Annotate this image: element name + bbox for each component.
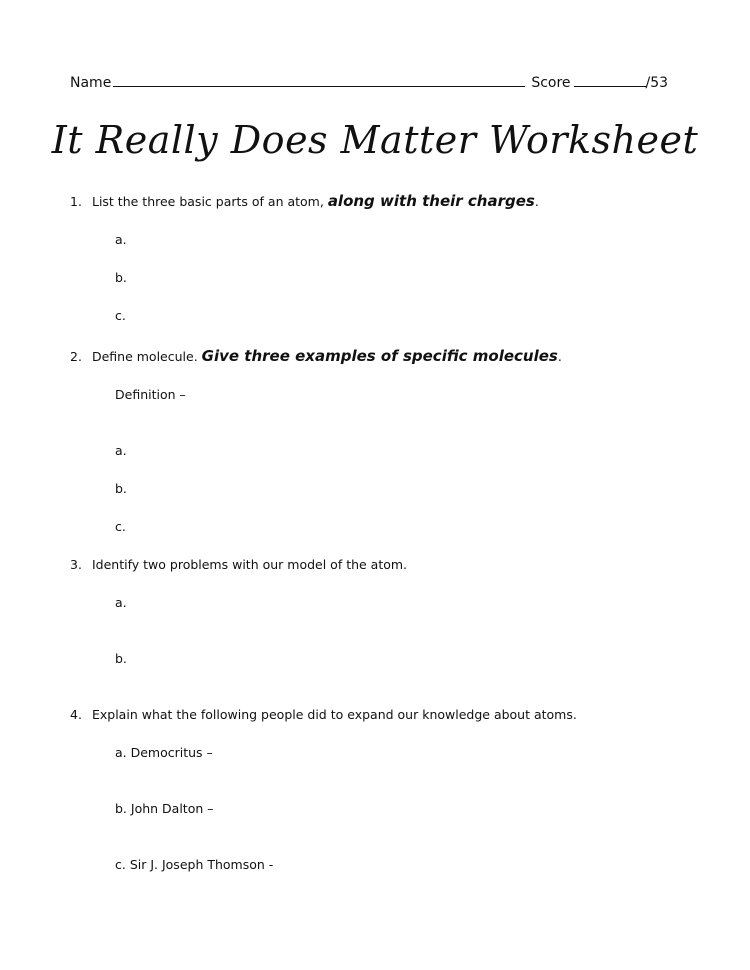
question-1 — [70, 192, 539, 211]
score-label: Score — [531, 75, 571, 91]
question-number: 1. — [70, 194, 82, 209]
question-2 — [70, 347, 562, 366]
page-title: It Really Does Matter Worksheet — [51, 118, 699, 162]
question-emphasis: along with their charges — [327, 192, 535, 210]
answer-item: b. — [115, 651, 127, 666]
header-row — [70, 72, 680, 93]
answer-item-thomson: c. Sir J. Joseph Thomson - — [115, 857, 274, 872]
question-3 — [70, 556, 407, 574]
question-number: 3. — [70, 557, 82, 572]
question-text: Identify two problems with our model of the atom. — [91, 557, 408, 572]
answer-item: a. — [115, 232, 127, 247]
answer-item: a. — [115, 443, 127, 458]
answer-item-dalton: b. John Dalton – — [115, 801, 214, 816]
question-4 — [70, 706, 577, 724]
answer-item: b. — [115, 481, 127, 496]
definition-label: Definition – — [115, 387, 186, 402]
score-total: /53 — [645, 75, 669, 91]
question-text: Define molecule. — [91, 349, 198, 364]
question-end: . — [534, 194, 539, 209]
answer-item: c. — [115, 519, 126, 534]
question-end: . — [557, 349, 562, 364]
question-number: 2. — [70, 349, 82, 364]
answer-item: a. — [115, 595, 127, 610]
name-label: Name — [70, 75, 112, 91]
answer-item-democritus: a. Democritus – — [115, 745, 213, 760]
question-number: 4. — [70, 707, 82, 722]
score-blank-line[interactable] — [574, 72, 646, 87]
question-emphasis: Give three examples of specific molecules — [201, 347, 558, 365]
answer-item: b. — [115, 270, 127, 285]
name-blank-line[interactable] — [113, 72, 525, 87]
question-text: Explain what the following people did to expand our knowledge about atoms. — [91, 707, 577, 722]
answer-item: c. — [115, 308, 126, 323]
question-text: List the three basic parts of an atom, — [91, 194, 324, 209]
